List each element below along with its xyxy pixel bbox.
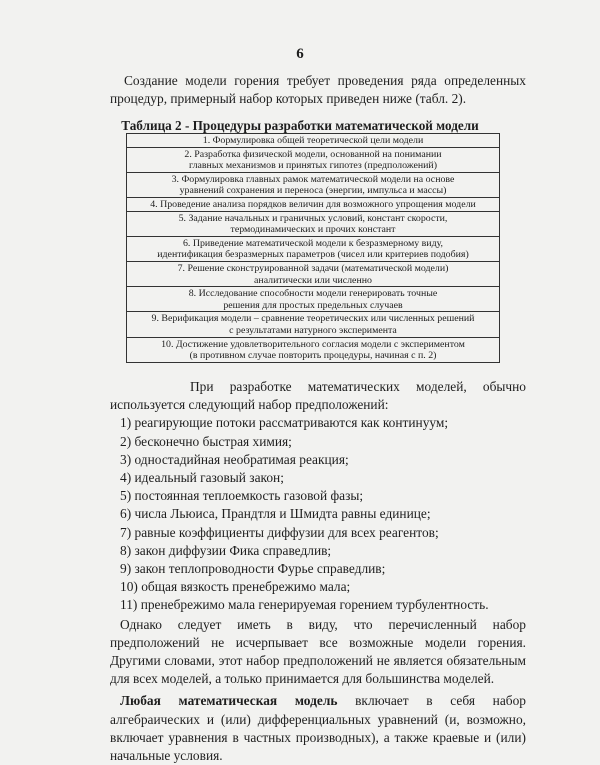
procedure-line: 10. Достижение удовлетворительного согласия модели с экспериментом [161,338,465,350]
list-item: 6) числа Льюиса, Прандтля и Шмидта равны единице; [120,506,431,522]
list-item: 8) закон диффузии Фика справедлив; [120,542,332,558]
procedure-line: 9. Верификация модели – сравнение теоретических или численных решений [151,313,475,325]
procedure-line: 8. Исследование способности модели генерировать точные [188,288,438,300]
procedure-cell [127,134,500,148]
table-row [127,261,500,286]
procedure-line: 2. Разработка физической модели, основанной на понимании [184,148,442,160]
procedure-line: 4. Проведение анализа порядков величин для возможного упрощения модели [150,198,476,210]
procedure-line: 7. Решение сконструированной задачи (математической модели) [177,262,449,274]
table-row [127,172,500,197]
assumptions-intro: При разработке математических моделей, обычно используется следующий набор предположений: [110,379,526,413]
procedure-line: 3. Формулировка главных рамок математической модели на основе [171,173,455,185]
assumptions-list [110,414,526,614]
procedure-line: решения для простых предельных случаев [223,299,403,311]
procedure-line: идентификация безразмерных параметров (чисел или критериев подобия) [157,249,469,261]
procedure-cell [127,261,500,286]
definition-text: включает в себя набор алгебраических и (или) дифференциальных уравнений (и, возможно, включает уравнения в частных производных), а также краевые и (или) начальные условия. [110,693,526,764]
list-item: 11) пренебрежимо мала генерируемая горением турбулентность. [120,597,489,613]
procedure-cell [127,211,500,236]
assumptions-section [110,378,526,765]
table-row [127,287,500,312]
procedure-cell [127,236,500,261]
table-row [127,134,500,148]
procedure-cell [127,197,500,211]
procedure-line: уравнений сохранения и переноса (энергии, импульса и массы) [179,185,447,197]
procedure-line: аналитически или численно [254,274,372,286]
intro-paragraph: Создание модели горения требует проведения ряда определенных процедур, примерный набор которых приведен ниже (табл. 2). [110,73,526,107]
table-row [127,197,500,211]
procedure-line: термодинамических и прочих констант [230,224,396,236]
procedure-cell [127,147,500,172]
list-item: 1) реагирующие потоки рассматриваются как континуум; [120,415,449,431]
procedure-cell [127,287,500,312]
table-caption: Таблица 2 - Процедуры разработки математической модели [121,118,479,133]
procedure-cell [127,337,500,362]
list-item: 2) бесконечно быстрая химия; [120,433,292,449]
table-row [127,337,500,362]
procedure-cell [127,172,500,197]
list-item: 7) равные коэффициенты диффузии для всех реагентов; [120,524,439,540]
list-item: 10) общая вязкость пренебрежимо мала; [120,579,351,595]
definition-term: Любая математическая модель [120,693,338,709]
table-row [127,236,500,261]
page-number: 6 [296,46,304,62]
definition-paragraph [110,692,526,765]
procedure-line: 6. Приведение математической модели к безразмерному виду, [182,237,444,249]
assumptions-note: Однако следует иметь в виду, что перечисленный набор предположений не исчерпывает все возможные модели горения. Другими словами, этот набор предположений не является обязательным для всех моделей, а только принимается для большинства моделей. [110,616,526,687]
list-item: 5) постоянная теплоемкость газовой фазы; [120,488,364,504]
procedure-line: (в противном случае повторить процедуры, начиная с п. 2) [189,350,437,362]
procedure-line: 1. Формулировка общей теоретической цели модели [202,135,424,146]
table-row [127,211,500,236]
procedure-cell [127,312,500,337]
list-item: 9) закон теплопроводности Фурье справедлив; [120,561,386,577]
procedure-line: с результатами натурного эксперимента [229,324,397,336]
procedure-line: главных механизмов и принятых гипотез (предположений) [189,160,437,172]
list-item: 3) одностадийная необратимая реакция; [120,451,349,467]
list-item: 4) идеальный газовый закон; [120,470,284,486]
table-row [127,147,500,172]
procedures-table [126,133,500,363]
procedure-line: 5. Задание начальных и граничных условий, констант скорости, [178,212,448,224]
table-row [127,312,500,337]
